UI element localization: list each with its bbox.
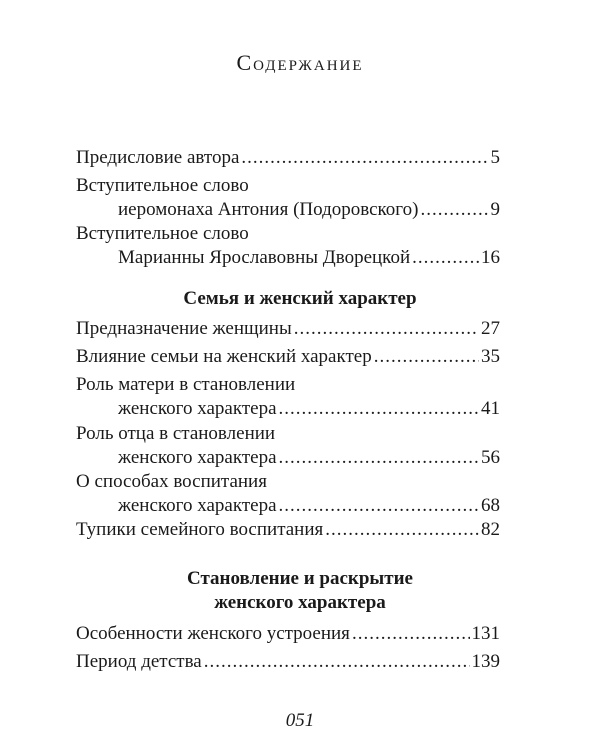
- toc-entry-father-role[interactable]: [76, 422, 500, 470]
- toc-page-number: 35: [481, 346, 500, 367]
- toc-page-number: 56: [481, 447, 500, 468]
- page-number-footer: 051: [285, 710, 315, 731]
- toc-page-number: 131: [471, 623, 500, 644]
- toc-page-number: 139: [471, 651, 500, 672]
- dot-leader: [241, 146, 488, 170]
- toc-entry-title: О способах воспитания: [76, 471, 267, 492]
- toc-page-number: 27: [481, 318, 500, 339]
- toc-entry-female-nature[interactable]: [76, 622, 500, 646]
- toc-entry-title-continued: Марианны Ярославовны Дворецкой: [118, 247, 411, 268]
- toc-entry-upbringing-methods[interactable]: [76, 470, 500, 518]
- toc-entry-title: Предисловие автора: [76, 147, 240, 168]
- toc-entry-childhood[interactable]: [76, 650, 500, 674]
- dot-leader: [374, 345, 479, 369]
- toc-entry-title: Период детства: [76, 651, 202, 672]
- toc-entry-upbringing-dead-ends[interactable]: [76, 518, 500, 542]
- toc-page-number: 68: [481, 495, 500, 516]
- toc-entry-title: Роль матери в становлении: [76, 374, 296, 395]
- section-heading-development: [0, 567, 600, 615]
- toc-page-number: 82: [481, 519, 500, 540]
- dot-leader: [204, 650, 470, 674]
- toc-page-number: 9: [490, 199, 500, 220]
- dot-leader: [279, 494, 479, 518]
- toc-entry-foreword-antony[interactable]: [76, 174, 500, 222]
- toc-entry-title-continued: иеромонаха Антония (Подоровского): [118, 199, 419, 220]
- dot-leader: [420, 198, 488, 222]
- toc-entry-preface[interactable]: [76, 146, 500, 170]
- toc-page-number: 16: [481, 247, 500, 268]
- section-heading-line: Становление и раскрытие: [187, 568, 413, 589]
- toc-entry-title-continued: женского характера: [118, 495, 277, 516]
- section-heading-line: женского характера: [214, 592, 386, 613]
- toc-entry-title: Тупики семейного воспитания: [76, 519, 324, 540]
- toc-entry-title-continued: женского характера: [118, 398, 277, 419]
- toc-entry-title: Роль отца в становлении: [76, 423, 276, 444]
- toc-entry-title: Вступительное слово: [76, 223, 249, 244]
- toc-entry-title: Влияние семьи на женский характер: [76, 346, 372, 367]
- dot-leader: [352, 622, 470, 646]
- toc-entry-title: Вступительное слово: [76, 175, 249, 196]
- toc-entry-title: Особенности женского устроения: [76, 623, 350, 644]
- toc-entry-title-continued: женского характера: [118, 447, 277, 468]
- dot-leader: [294, 317, 479, 341]
- toc-entry-title: Предназначение женщины: [76, 318, 292, 339]
- dot-leader: [412, 246, 479, 270]
- section-heading-family: Семья и женский характер: [183, 288, 417, 309]
- toc-page-number: 41: [481, 398, 500, 419]
- dot-leader: [325, 518, 479, 542]
- dot-leader: [279, 397, 479, 421]
- toc-entry-family-influence[interactable]: [76, 345, 500, 369]
- toc-entry-foreword-marianna[interactable]: [76, 222, 500, 270]
- toc-page-number: 5: [490, 147, 500, 168]
- page-title: Содержание: [236, 50, 364, 75]
- toc-entry-purpose-of-woman[interactable]: [76, 317, 500, 341]
- toc-entry-mother-role[interactable]: [76, 373, 500, 421]
- dot-leader: [279, 446, 479, 470]
